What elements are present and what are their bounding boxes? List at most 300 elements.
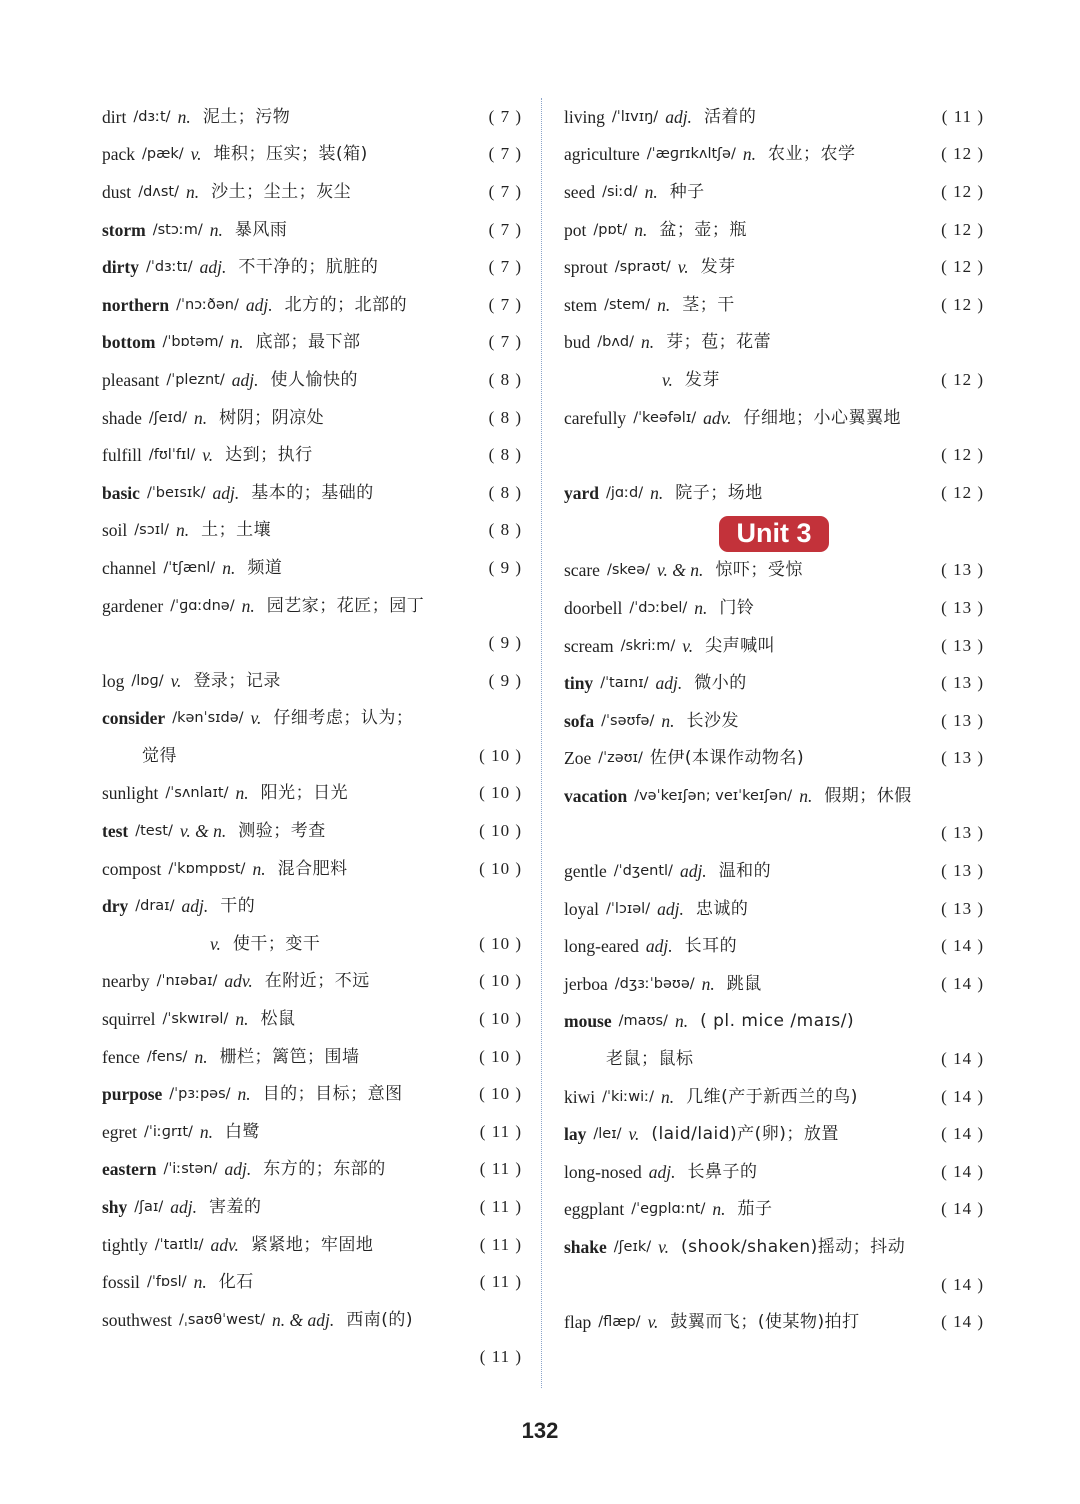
entry-page-ref: ( 10 ): [479, 1084, 522, 1104]
entry-page-ref: ( 14 ): [941, 1274, 984, 1294]
entry-pos: adv.: [703, 407, 732, 428]
entry-phonetic: /bʌd/: [597, 334, 635, 351]
entry-pos: v.: [202, 445, 214, 466]
entry-pos: v.: [190, 144, 202, 165]
entry-page-ref: ( 10 ): [479, 783, 522, 803]
vocab-entry: [102, 211, 522, 249]
entry-pos: n.: [634, 219, 648, 240]
entry-meaning: 测验；考查: [238, 821, 326, 842]
entry-word: purpose: [102, 1084, 163, 1105]
vocab-entry: [102, 1263, 522, 1301]
entry-meaning: 害羞的: [208, 1197, 262, 1218]
entry-page-ref: ( 14 ): [941, 1312, 984, 1332]
entry-page-ref: ( 10 ): [479, 933, 522, 953]
vocab-entry: [564, 1153, 984, 1191]
entry-word: consider: [102, 708, 166, 729]
entry-page-ref: ( 12 ): [941, 369, 984, 389]
entry-pos: n.: [650, 482, 664, 503]
entry-page-ref: ( 10 ): [479, 1046, 522, 1066]
entry-word: fulfill: [102, 445, 142, 466]
vocab-entry: [102, 512, 522, 550]
entry-meaning: 发芽: [684, 369, 720, 390]
entry-page-ref: ( 13 ): [941, 673, 984, 693]
vocab-entry: [102, 850, 522, 888]
vocab-entry: [102, 1038, 522, 1076]
entry-word: channel: [102, 557, 157, 578]
vocab-entry: [564, 1003, 984, 1041]
entry-page-ref: ( 12 ): [941, 445, 984, 465]
entry-pos: v.: [250, 708, 262, 729]
entry-phonetic: /siːd/: [602, 183, 638, 200]
entry-page-ref: ( 13 ): [941, 861, 984, 881]
entry-phonetic: /ˈkeəfəlɪ/: [633, 409, 697, 426]
entry-page-ref: ( 14 ): [941, 1161, 984, 1181]
entry-meaning: 佐伊(本课作动物名): [649, 748, 805, 769]
vocab-entry: [102, 587, 522, 625]
entry-phonetic: /ˈlɔɪəl/: [606, 900, 651, 917]
entry-phonetic: /stɔːm/: [152, 221, 203, 238]
vocab-entry: [564, 777, 984, 815]
entry-page-ref: ( 12 ): [941, 144, 984, 164]
entry-meaning: 发芽: [700, 257, 736, 278]
entry-phonetic: /kənˈsɪdə/: [172, 710, 244, 727]
entry-page-ref: ( 11 ): [479, 1159, 522, 1179]
vocab-entry: [564, 286, 984, 324]
entry-meaning: 院子；场地: [675, 482, 763, 503]
entry-page-ref: ( 10 ): [479, 971, 522, 991]
vocab-entry: [564, 98, 984, 136]
entry-phonetic: /test/: [135, 823, 173, 840]
entry-page-ref: ( 8 ): [488, 369, 522, 389]
entry-pos: adv.: [210, 1234, 239, 1255]
entry-page-ref: ( 7 ): [488, 181, 522, 201]
entry-phonetic: /ˈkɒmpɒst/: [168, 860, 246, 877]
entry-phonetic: /sɔɪl/: [134, 522, 170, 539]
entry-word: yard: [564, 482, 599, 503]
entry-word: southwest: [102, 1309, 172, 1330]
entry-phonetic: /jɑːd/: [606, 484, 644, 501]
entry-phonetic: /ˈdʒentl/: [613, 863, 673, 880]
entry-pos: v.: [677, 257, 689, 278]
entry-page-ref: ( 11 ): [479, 1197, 522, 1217]
entry-pos: n.: [674, 1011, 689, 1032]
entry-pos: n.: [694, 597, 708, 618]
entry-pos: n.: [742, 144, 756, 165]
entry-word: mouse: [564, 1011, 612, 1032]
entry-pos: n.: [799, 785, 813, 806]
entry-pos: n.: [644, 181, 658, 202]
entry-word: stem: [564, 294, 598, 315]
entry-meaning: 北方的；北部的: [284, 294, 408, 315]
entry-word: lay: [564, 1124, 587, 1145]
entry-page-ref: ( 10 ): [479, 745, 522, 765]
entry-word: jerboa: [564, 973, 608, 994]
entry-word: scream: [564, 635, 614, 656]
entry-meaning: 达到；执行: [225, 445, 313, 466]
vocab-entry: [102, 173, 522, 211]
entry-pos: adj.: [181, 896, 209, 917]
entry-meaning: 尖声喊叫: [705, 635, 776, 656]
entry-phonetic: /dɜːt/: [133, 108, 171, 125]
entry-meaning: 频道: [247, 557, 283, 578]
entry-word: basic: [102, 482, 140, 503]
vocab-entry: [102, 925, 522, 963]
entry-pos: adj.: [665, 106, 692, 127]
entry-pos: n.: [185, 181, 200, 202]
entry-phonetic: /skriːm/: [620, 637, 676, 654]
vocab-entry: [102, 436, 522, 474]
entry-pos: n.: [252, 858, 266, 879]
entry-page-ref: ( 14 ): [941, 1199, 984, 1219]
entry-pos: n.: [194, 407, 208, 428]
entry-meaning: 目的；目标；意图: [262, 1084, 403, 1105]
entry-meaning: 沙土；尘土；灰尘: [211, 181, 352, 202]
entry-page-ref: ( 14 ): [941, 1124, 984, 1144]
entry-page-ref: ( 12 ): [941, 482, 984, 502]
entry-pos: n.: [657, 294, 671, 315]
entry-page-ref: ( 13 ): [941, 823, 984, 843]
entry-pos: adj.: [199, 257, 227, 278]
entry-pos: adj.: [648, 1161, 676, 1182]
entry-page-ref: ( 12 ): [941, 257, 984, 277]
vocab-entry: [564, 552, 984, 590]
entry-phonetic: /skeə/: [606, 562, 650, 579]
entry-page-ref: ( 8 ): [488, 482, 522, 502]
vocab-entry: [102, 1075, 522, 1113]
vocab-entry: [564, 324, 984, 362]
entry-meaning: 干的: [220, 896, 256, 917]
entry-pos: n.: [194, 1046, 208, 1067]
entry-phonetic: /ˌsaʊθˈwest/: [179, 1311, 266, 1328]
vocab-entry: [102, 1301, 522, 1339]
entry-pos: adj.: [655, 673, 683, 694]
vocab-entry: [102, 1188, 522, 1226]
entry-meaning: 阳光；日光: [260, 783, 349, 804]
vocab-entry: [102, 1113, 522, 1151]
vocab-entry: [102, 549, 522, 587]
unit-badge: Unit 3: [719, 516, 828, 552]
entry-phonetic: /stem/: [604, 296, 651, 313]
entry-phonetic: /ˈæɡrɪkʌltʃə/: [646, 146, 736, 163]
entry-page-ref: ( 14 ): [941, 1086, 984, 1106]
entry-meaning: 土；土壤: [201, 520, 272, 541]
entry-page-ref: ( 13 ): [941, 560, 984, 580]
entry-phonetic: /pɒt/: [593, 221, 628, 238]
entry-page-ref: ( 7 ): [488, 257, 522, 277]
entry-meaning: (shook/shaken)摇动；抖动: [681, 1237, 906, 1258]
entry-phonetic: /ˈtaɪnɪ/: [600, 675, 649, 692]
entry-meaning: 芽；苞；花蕾: [666, 332, 772, 353]
entry-phonetic: /ˈtaɪtlɪ/: [154, 1236, 204, 1253]
entry-word: tightly: [102, 1234, 148, 1255]
right-column: [564, 98, 984, 1341]
entry-meaning: 门铃: [719, 597, 755, 618]
entry-meaning: 白鹭: [225, 1121, 261, 1142]
entry-word: pleasant: [102, 369, 160, 390]
entry-word: flap: [564, 1312, 592, 1333]
entry-word: vacation: [564, 785, 628, 806]
entry-word: shake: [564, 1237, 607, 1258]
entry-word: sprout: [564, 257, 608, 278]
entry-meaning: 登录；记录: [193, 670, 281, 691]
entry-page-ref: ( 7 ): [488, 332, 522, 352]
vocab-entry: [564, 890, 984, 928]
vocab-entry: [564, 702, 984, 740]
entry-meaning: 长沙发: [686, 710, 739, 731]
entry-meaning: 长鼻子的: [687, 1161, 758, 1182]
page-number: 132: [521, 1418, 559, 1443]
entry-phonetic: /ˈlɪvɪŋ/: [611, 108, 659, 125]
entry-pos: adj.: [679, 861, 707, 882]
entry-word: eggplant: [564, 1199, 625, 1220]
entry-pos: v.: [210, 933, 221, 954]
entry-word: squirrel: [102, 1009, 156, 1030]
entry-word: bottom: [102, 332, 156, 353]
vocab-entry: [102, 474, 522, 512]
entry-word: dry: [102, 896, 129, 917]
entry-phonetic: /leɪ/: [593, 1126, 622, 1143]
entry-meaning: 茄子: [737, 1199, 773, 1220]
entry-phonetic: /pæk/: [142, 146, 184, 163]
entry-page-ref: ( 12 ): [941, 219, 984, 239]
entry-phonetic: /ˈskwɪrəl/: [162, 1011, 229, 1028]
entry-word: fence: [102, 1046, 140, 1067]
entry-phonetic: /ˈdɜːtɪ/: [145, 259, 193, 276]
entry-word: northern: [102, 294, 170, 315]
entry-meaning: 西南(的): [346, 1309, 414, 1330]
entry-pos: v.: [628, 1124, 640, 1145]
entry-page-ref: ( 12 ): [941, 294, 984, 314]
entry-phonetic: /draɪ/: [135, 898, 175, 915]
entry-pos: n.: [661, 710, 675, 731]
entry-phonetic: /ˈnɪəbaɪ/: [156, 973, 218, 990]
entry-pos: v.: [662, 369, 673, 390]
entry-pos: v.: [682, 635, 694, 656]
left-column: [102, 98, 522, 1376]
entry-pos: v. & n.: [657, 560, 704, 581]
entry-phonetic: /ˈzəʊɪ/: [598, 750, 643, 767]
entry-meaning: 暴风雨: [234, 219, 288, 240]
entry-phonetic: /ʃaɪ/: [134, 1199, 164, 1216]
entry-page-ref: ( 11 ): [479, 1272, 522, 1292]
vocab-entry: [564, 248, 984, 286]
entry-meaning: 仔细地；小心翼翼地: [743, 407, 901, 428]
entry-pos: adj.: [645, 936, 673, 957]
entry-meaning: 茎；干: [682, 294, 735, 315]
entry-phonetic: /ˈnɔːðən/: [176, 296, 239, 313]
entry-meaning: 树阴；阴凉处: [219, 407, 325, 428]
vocab-entry: [102, 248, 522, 286]
entry-page-ref: ( 11 ): [479, 1121, 522, 1141]
vocab-entry: [102, 1339, 522, 1377]
vocab-entry: [102, 624, 522, 662]
vocab-entry: [564, 1040, 984, 1078]
entry-pos: adj.: [170, 1197, 197, 1218]
entry-pos: n.: [193, 1272, 207, 1293]
entry-pos: n.: [222, 557, 236, 578]
column-divider: [541, 98, 542, 1388]
entry-meaning: ( pl. mice /maɪs/): [700, 1011, 855, 1032]
unit-heading: [564, 510, 984, 558]
entry-phonetic: /fens/: [146, 1048, 188, 1065]
entry-word: sofa: [564, 710, 595, 731]
vocab-entry: [102, 737, 522, 775]
entry-phonetic: /ˈbeɪsɪk/: [146, 484, 206, 501]
entry-word: egret: [102, 1121, 137, 1142]
entry-phonetic: /dʒɜːˈbəʊə/: [614, 975, 695, 992]
vocab-entry: [564, 361, 984, 399]
entry-phonetic: /flæp/: [598, 1314, 641, 1331]
vocab-entry: [102, 775, 522, 813]
entry-page-ref: ( 8 ): [488, 445, 522, 465]
vocab-entry: [564, 627, 984, 665]
entry-page-ref: ( 9 ): [488, 557, 522, 577]
entry-word: log: [102, 670, 125, 691]
entry-meaning: 混合肥料: [277, 858, 348, 879]
vocab-entry: [564, 1191, 984, 1229]
entry-page-ref: ( 8 ): [488, 520, 522, 540]
entry-pos: n.: [241, 595, 255, 616]
entry-word: pot: [564, 219, 587, 240]
entry-word: pack: [102, 144, 136, 165]
entry-phonetic: /ˈdɔːbel/: [629, 599, 688, 616]
entry-page-ref: ( 11 ): [479, 1234, 522, 1254]
entry-pos: v.: [170, 670, 182, 691]
entry-word: doorbell: [564, 597, 623, 618]
entry-word: long-eared: [564, 936, 639, 957]
vocab-entry: [102, 1151, 522, 1189]
entry-phonetic: /fʊlˈfɪl/: [148, 447, 196, 464]
entry-word: gentle: [564, 861, 607, 882]
entry-word: scare: [564, 560, 600, 581]
entry-meaning: 农业；农学: [767, 144, 856, 165]
entry-word: test: [102, 821, 129, 842]
entry-page-ref: ( 7 ): [488, 294, 522, 314]
entry-meaning: 在附近；不远: [264, 971, 370, 992]
entry-page-ref: ( 10 ): [479, 1009, 522, 1029]
entry-meaning: 园艺家；花匠；园丁: [266, 595, 425, 616]
entry-page-ref: ( 10 ): [479, 858, 522, 878]
entry-phonetic: /ˈkiːwiː/: [602, 1088, 654, 1105]
vocab-entry: [564, 436, 984, 474]
vocab-entry: [564, 815, 984, 853]
entry-word: bud: [564, 332, 591, 353]
entry-page-ref: ( 13 ): [941, 635, 984, 655]
entry-pos: v. & n.: [179, 821, 227, 842]
entry-word: sunlight: [102, 783, 159, 804]
entry-phonetic: /vəˈkeɪʃən; veɪˈkeɪʃən/: [634, 787, 793, 804]
entry-pos: adj.: [245, 294, 273, 315]
right-entries-a: [564, 98, 984, 512]
entry-phonetic: /spraʊt/: [614, 259, 671, 276]
entry-word: kiwi: [564, 1086, 596, 1107]
entry-pos: n. & adj.: [272, 1309, 335, 1330]
vocab-entry: [564, 589, 984, 627]
entry-pos: n.: [235, 1009, 249, 1030]
vocab-entry: [102, 1226, 522, 1264]
entry-pos: adj.: [212, 482, 240, 503]
entry-word: dirt: [102, 106, 127, 127]
entry-meaning: 惊吓；受惊: [715, 560, 803, 581]
entry-phonetic: /ˈsʌnlaɪt/: [165, 785, 229, 802]
entry-meaning: 仔细考虑；认为；: [273, 708, 414, 729]
entry-word: seed: [564, 181, 596, 202]
entry-pos: n.: [641, 332, 655, 353]
entry-pos: n.: [235, 783, 249, 804]
entry-meaning: 东方的；东部的: [263, 1159, 386, 1180]
entry-page-ref: ( 7 ): [488, 219, 522, 239]
entry-meaning: 栅栏；篱笆；围墙: [219, 1046, 360, 1067]
entry-page-ref: ( 9 ): [488, 670, 522, 690]
entry-meaning: 松鼠: [260, 1009, 296, 1030]
entry-word: fossil: [102, 1272, 140, 1293]
vocab-entry: [564, 927, 984, 965]
entry-meaning: 温和的: [718, 861, 772, 882]
vocab-entry: [564, 474, 984, 512]
entry-page-ref: ( 13 ): [941, 710, 984, 730]
entry-page-ref: ( 8 ): [488, 407, 522, 427]
entry-phonetic: /ˈfɒsl/: [146, 1274, 187, 1291]
entry-page-ref: ( 11 ): [479, 1347, 522, 1367]
entry-page-ref: ( 13 ): [941, 597, 984, 617]
entry-meaning: 种子: [669, 181, 705, 202]
vocab-entry: [564, 664, 984, 702]
entry-page-ref: ( 14 ): [941, 936, 984, 956]
entry-meaning: 紧紧地；牢固地: [250, 1234, 374, 1255]
entry-word: shade: [102, 407, 142, 428]
entry-pos: n.: [230, 332, 244, 353]
entry-meaning: 堆积；压实；装(箱): [213, 144, 368, 165]
entry-pos: n.: [237, 1084, 251, 1105]
entry-pos: n.: [209, 219, 223, 240]
vocab-entry: [564, 1266, 984, 1304]
entry-pos: adj.: [231, 369, 259, 390]
vocab-entry: [102, 887, 522, 925]
vocab-entry: [564, 1303, 984, 1341]
entry-meaning: 活着的: [703, 106, 757, 127]
vocab-entry: [564, 173, 984, 211]
vocab-entry: [564, 1115, 984, 1153]
entry-meaning: 跳鼠: [726, 973, 762, 994]
right-entries-b: [564, 552, 984, 1341]
entry-meaning: 基本的；基础的: [251, 482, 374, 503]
entry-phonetic: /ˈpleznt/: [166, 371, 225, 388]
entry-word: compost: [102, 858, 162, 879]
entry-phonetic: /dʌst/: [138, 183, 179, 200]
entry-word: shy: [102, 1197, 128, 1218]
entry-meaning: 老鼠；鼠标: [606, 1049, 694, 1070]
entry-word: loyal: [564, 898, 599, 919]
vocab-entry: [564, 211, 984, 249]
entry-page-ref: ( 7 ): [488, 144, 522, 164]
entry-word: storm: [102, 219, 146, 240]
entry-phonetic: /ˈiːstən/: [163, 1161, 218, 1178]
vocab-entry: [564, 965, 984, 1003]
vocab-entry: [102, 963, 522, 1001]
vocab-entry: [564, 136, 984, 174]
vocab-entry: [102, 700, 522, 738]
entry-word: soil: [102, 520, 128, 541]
entry-meaning: 盆；壶；瓶: [659, 219, 747, 240]
entry-pos: n.: [701, 973, 715, 994]
entry-page-ref: ( 13 ): [941, 748, 984, 768]
entry-meaning: 几维(产于新西兰的鸟): [686, 1086, 858, 1107]
vocab-entry: [564, 1228, 984, 1266]
entry-page-ref: ( 12 ): [941, 181, 984, 201]
entry-meaning: (laid/laid)产(卵)；放置: [651, 1124, 839, 1145]
entry-meaning: 微小的: [694, 673, 747, 694]
vocab-entry: [102, 324, 522, 362]
